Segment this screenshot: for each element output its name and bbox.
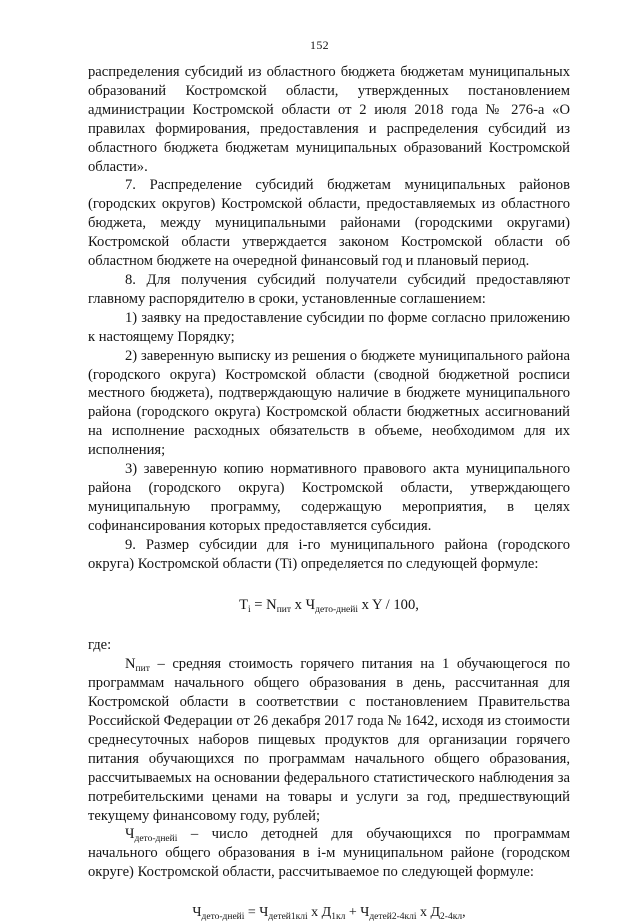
definition-ch-text: – число детодней для обучающихся по программам начального общего образования в i-м муниципальном районе (городском округе) Костромской области, рассчитываемое по следующей формуле: <box>88 826 570 881</box>
definition-ch-sub: дето-днейi <box>134 834 178 845</box>
formula2-d-sub: 2-4кл <box>440 912 463 923</box>
formula-n-sub: пит <box>276 605 292 616</box>
formula-t-sub: i <box>247 605 251 616</box>
document-body <box>88 63 570 923</box>
paragraph-intro: распределения субсидий из областного бюджета бюджетам муниципальных образований Костромской области, утвержденных постановлением администрации Костромской области от 2 июля 2018 года № 276-а «О правилах формирования, предоставления и распределения субсидий из областного бюджета бюджетам муниципальных образований Костромской области». <box>88 64 570 175</box>
definition-n-sub: пит <box>135 664 150 675</box>
formula-ch-sub: дето-днейi <box>315 605 358 616</box>
definition-n-text: – средняя стоимость горячего питания на 1 обучающегося по программам начального общего образования в день, рассчитанная для Костромской области в соответствии с постановлением Правительства Российской Федерации от 26 декабря 2017 года № 1642, исходя из стоимости среднесуточных наборов пищевых продуктов для организации горячего питания обучающихся по программам начального общего образования, рассчитываемых на основании федерального статистического наблюдения за потребительскими ценами на товары и услуги за год, предшествующий текущему финансовому году, рублей; <box>88 656 570 824</box>
definition-n <box>88 655 570 825</box>
page-number: 152 <box>310 38 329 52</box>
paragraph-8-item-2: 2) заверенную выписку из решения о бюджете муниципального района (городского округа) Костромской области (сводной бюджетной росписи местного бюджета), подтверждающую наличие в бюджете муниципального района (городского округа) Костромской области бюджетных ассигнований на исполнение расходных обязательств в объеме, необходимом для их исполнения; <box>88 347 570 459</box>
definition-ch <box>88 825 570 882</box>
child-days-formula <box>88 904 570 923</box>
paragraph-9: 9. Размер субсидии для i-го муниципального района (городского округа) Костромской области (Ti) определяется по следующей формуле: <box>88 536 570 572</box>
paragraph-8-item-1: 1) заявку на предоставление субсидии по форме согласно приложению к настоящему Порядку; <box>88 309 570 345</box>
formula2-x1: x Д <box>307 905 332 921</box>
formula2-c-sub: детей2-4клi <box>369 912 417 923</box>
formula-t: T <box>239 597 248 614</box>
definition-n-symbol: N <box>125 656 136 673</box>
formula2-lhs-sub: дето-днейi <box>201 912 245 923</box>
formula-eq: = N <box>250 597 277 614</box>
formula2-a-sub: детей1клi <box>268 912 308 923</box>
paragraph-8: 8. Для получения субсидий получатели субсидий предоставляют главному распорядителю в сроки, установленные соглашением: <box>88 271 570 307</box>
formula2-x2: x Д <box>416 905 441 921</box>
where-label: где: <box>88 637 112 654</box>
formula2-plus: + Ч <box>345 905 370 921</box>
subsidy-formula <box>88 596 570 615</box>
formula2-end: , <box>462 905 466 921</box>
formula2-lhs: Ч <box>192 905 202 921</box>
formula-x1: x Ч <box>291 597 316 614</box>
formula-rest: x Y / 100, <box>357 597 419 614</box>
paragraph-7: 7. Распределение субсидий бюджетам муниципальных районов (городских округов) Костромской области, предоставляемых из областного бюджета, между муниципальными районами (городскими округами) Костромской области утверждается законом Костромской области об областном бюджете на очередной финансовый год и плановый период. <box>88 177 570 270</box>
paragraph-8-item-3: 3) заверенную копию нормативного правового акта муниципального района (городского округа) Костромской области, утверждающего муниципальную программу, содержащую мероприятия, в целях софинансирования которых предоставляется субсидия. <box>88 461 570 534</box>
formula2-b-sub: 1кл <box>331 912 346 923</box>
definition-ch-symbol: Ч <box>125 826 135 843</box>
formula2-eq: = Ч <box>244 905 269 921</box>
